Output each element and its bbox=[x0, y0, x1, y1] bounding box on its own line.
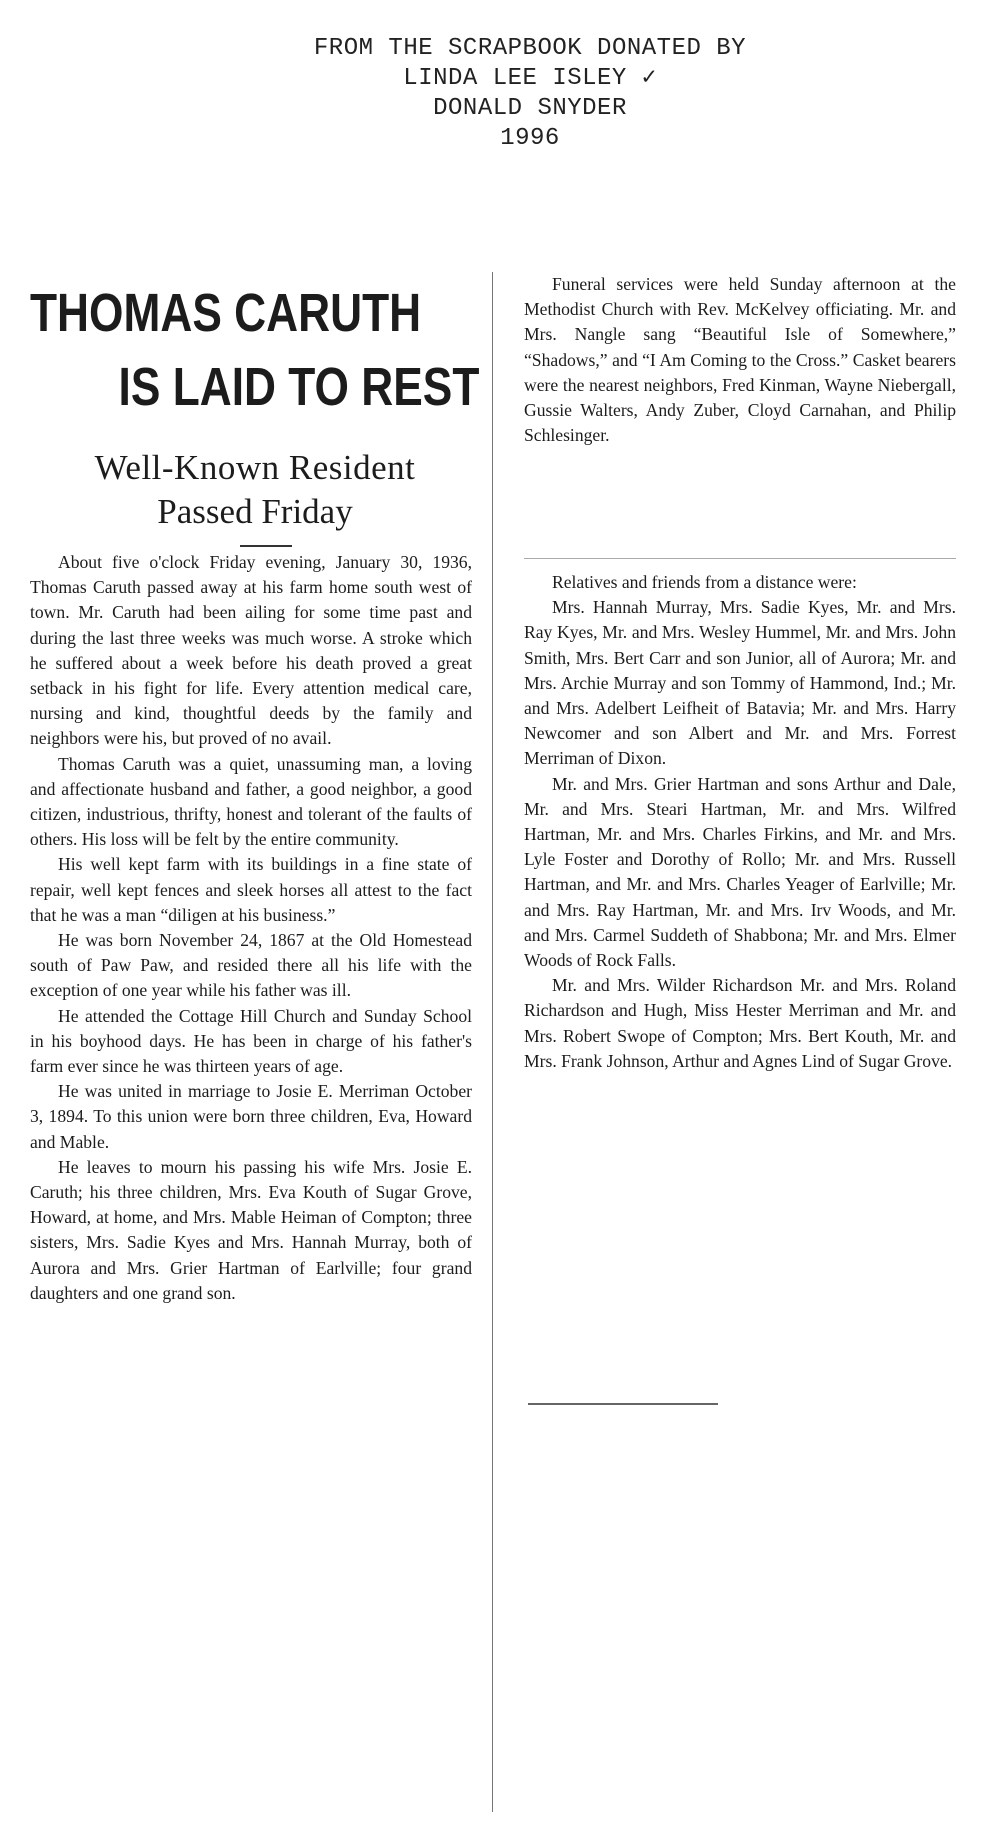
paragraph: He was united in marriage to Josie E. Merriman October 3, 1894. To this union were born three children, Eva, Howard and Mable. bbox=[30, 1081, 472, 1152]
subhead-line-2: Passed Friday bbox=[157, 492, 353, 531]
paragraph: Relatives and friends from a distance were: bbox=[552, 572, 857, 592]
article-end-rule bbox=[528, 1403, 718, 1405]
paragraph: About five o'clock Friday evening, January 30, 1936, Thomas Caruth passed away at his farm home south west of town. Mr. Caruth had been ailing for some time past and during the last three weeks was much worse. A stroke which he suffered about a week before his death proved a great setback in his fight for life. Every attention medical care, nursing and kind, thoughtful deeds by the family and neighbors were his, but proved of no avail. bbox=[30, 552, 472, 749]
paragraph: He was born November 24, 1867 at the Old Homestead south of Paw Paw, and resided there all his life with the exception of one year while his father was ill. bbox=[30, 930, 472, 1001]
article-headline bbox=[30, 276, 480, 424]
header-line-4: 1996 bbox=[500, 125, 560, 152]
scrapbook-header bbox=[250, 34, 810, 154]
paragraph: Funeral services were held Sunday afternoon at the Methodist Church with Rev. McKelvey officiating. Mr. and Mrs. Nangle sang “Beautiful Isle of Somewhere,” “Shadows,” and “I Am Coming to the Cross.” Casket bearers were the nearest neighbors, Fred Kinman, Wayne Niebergall, Gussie Walters, Andy Zuber, Cloyd Carnahan, and Philip Schlesinger. bbox=[524, 274, 956, 446]
header-line-3: DONALD SNYDER bbox=[433, 95, 627, 122]
article-subhead bbox=[30, 446, 480, 534]
paragraph: He leaves to mourn his passing his wife Mrs. Josie E. Caruth; his three children, Mrs. Eva Kouth of Sugar Grove, Howard, at home, and Mrs. Mable Heiman of Compton; three sisters, Mrs. Sadie Kyes and Mrs. Hannah Murray, both of Aurora and Mrs. Grier Hartman of Earlville; four grand daughters and one grand son. bbox=[30, 1156, 472, 1303]
headline-divider bbox=[240, 545, 292, 547]
section-divider bbox=[524, 558, 956, 559]
right-column-bottom bbox=[524, 570, 956, 1074]
paragraph: Thomas Caruth was a quiet, unassuming man, a loving and affectionate husband and father, a good neighbor, a good citizen, industrious, thrifty, honest and tolerant of the faults of others. His loss will be felt by the entire community. bbox=[30, 753, 472, 850]
subhead-line-1: Well-Known Resident bbox=[94, 448, 416, 487]
left-column bbox=[30, 550, 472, 1306]
paragraph: Mrs. Hannah Murray, Mrs. Sadie Kyes, Mr. and Mrs. Ray Kyes, Mr. and Mrs. Wesley Hummel, Mr. and Mrs. John Smith, Mrs. Bert Carr and son Junior, all of Aurora; Mr. and Mrs. Archie Murray and son Tommy of Hammond, Ind.; Mr. and Mrs. Adelbert Leifheit of Batavia; Mr. and Mrs. Harry Newcomer and son Albert and Mr. and Mrs. Forrest Merriman of Dixon. bbox=[524, 597, 956, 769]
column-divider bbox=[492, 272, 493, 1812]
header-line-1: FROM THE SCRAPBOOK DONATED BY bbox=[313, 35, 747, 62]
paragraph: He attended the Cottage Hill Church and Sunday School in his boyhood days. He has been in charge of his father's farm ever since he was thirteen years of age. bbox=[30, 1005, 472, 1077]
headline-line-1: THOMAS CARUTH bbox=[30, 283, 422, 343]
paragraph: Mr. and Mrs. Grier Hartman and sons Arthur and Dale, Mr. and Mrs. Steari Hartman, Mr. and Mrs. Wilfred Hartman, Mr. and Mrs. Charles Firkins, and Mr. and Mrs. Lyle Foster and Dorothy of Rollo; Mr. and Mrs. Russell Hartman, and Mr. and Mrs. Charles Yeager of Earlville; Mr. and Mrs. Ray Hartman, Mr. and Mrs. Irv Woods, and Mr. and Mrs. Carmel Suddeth of Shabbona; Mr. and Mrs. Elmer Woods of Rock Falls. bbox=[524, 773, 956, 971]
paragraph: His well kept farm with its buildings in a fine state of repair, well kept fences and sleek horses all attest to the fact that he was a man “diligen at his business.” bbox=[30, 854, 472, 925]
right-column-top bbox=[524, 272, 956, 448]
header-line-2: LINDA LEE ISLEY ✓ bbox=[403, 65, 657, 92]
headline-line-2: IS LAID TO REST bbox=[118, 357, 480, 417]
paragraph: Mr. and Mrs. Wilder Richardson Mr. and Mrs. Roland Richardson and Hugh, Miss Hester Merriman and Mr. and Mrs. Robert Swope of Compton; Mrs. Bert Kouth, Mr. and Mrs. Frank Johnson, Arthur and Agnes Lind of Sugar Grove. bbox=[524, 975, 956, 1071]
